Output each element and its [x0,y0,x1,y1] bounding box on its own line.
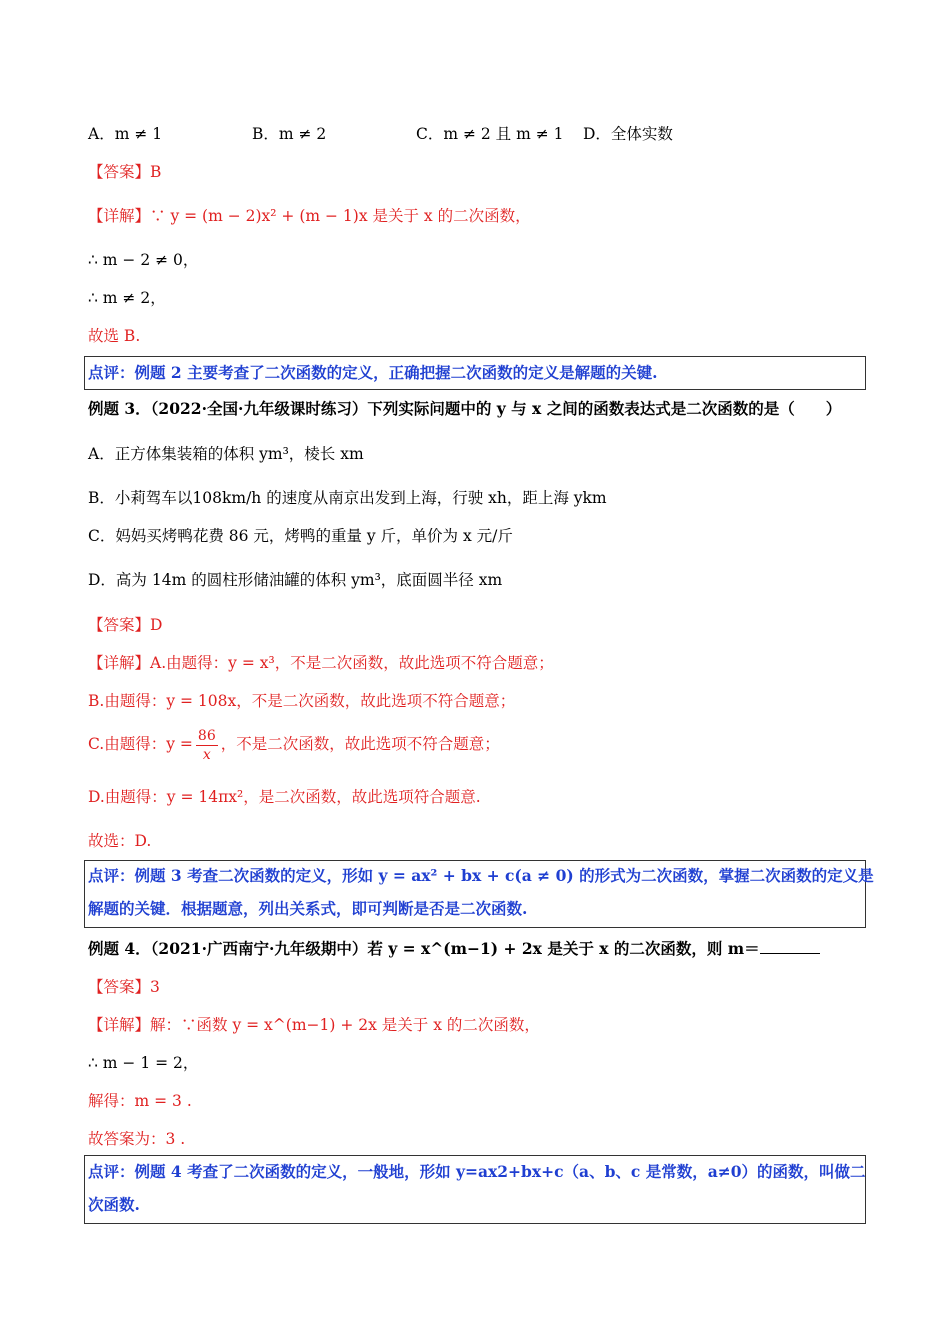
q4-answer-blank [760,937,820,954]
q4-detail-tag: 【详解】 [88,1016,151,1034]
q2-comment: 点评：例题 2 主要考查了二次函数的定义，正确把握二次函数的定义是解题的关键. [88,363,658,382]
q4-title-line [88,937,820,961]
q2-detail-line-2: ∴ m − 2 ≠ 0， [88,251,199,269]
q2-answer: 【答案】B [88,163,162,181]
q3-option-b: B．小莉驾车以108km/h 的速度从南京出发到上海，行驶 xh，距上海 ykm [88,489,607,507]
q3-detail-a: A.由题得：y = x³，不是二次函数，故此选项不符合题意； [150,654,554,672]
q2-detail-line-3: ∴ m ≠ 2， [88,289,166,307]
q2-option-c: C．m ≠ 2 且 m ≠ 1 [416,125,564,143]
q2-detail-line-1 [88,204,531,228]
q3-answer: 【答案】D [88,616,163,634]
q4-detail-line-1 [88,1013,540,1037]
q4-answer: 【答案】3 [88,978,160,996]
q4-detail-line-2: ∴ m − 1 = 2， [88,1054,199,1072]
q3-fraction-denominator: x [202,746,211,763]
q3-detail-c-post: ，不是二次函数，故此选项不符合题意； [220,735,500,753]
q3-detail-c-pre: C.由题得：y = [88,735,193,753]
q3-comment-line-2: 解题的关键．根据题意，列出关系式，即可判断是否是二次函数. [88,899,528,918]
q2-detail-text: ∵ y = (m − 2)x² + (m − 1)x 是关于 x 的二次函数， [150,207,531,225]
q2-option-b: B．m ≠ 2 [252,125,327,143]
q3-option-d: D．高为 14m 的圆柱形储油罐的体积 ym³，底面圆半径 xm [88,571,503,589]
q3-detail-b: B.由题得：y = 108x，不是二次函数，故此选项不符合题意； [88,692,516,710]
q3-detail-a-line [88,651,554,675]
q4-comment-line-1: 点评：例题 4 考查了二次函数的定义，一般地，形如 y=ax2+bx+c（a、b、c 是常数，a≠0）的函数，叫做二 [88,1162,866,1181]
q4-detail-line-4: 故答案为：3 . [88,1130,186,1148]
q3-option-c: C．妈妈买烤鸭花费 86 元，烤鸭的重量 y 斤，单价为 x 元/斤 [88,527,513,545]
q3-fraction-numerator: 86 [197,727,216,744]
q3-detail-c [88,724,500,764]
q3-conclusion: 故选：D. [88,832,152,850]
q2-detail-tag: 【详解】 [88,207,151,225]
q4-title: 例题 4．（2021·广西南宁·九年级期中）若 y = x^(m−1) + 2x 是关于 x 的二次函数，则 m＝ [88,939,760,958]
q3-option-a: A．正方体集装箱的体积 ym³，棱长 xm [88,445,364,463]
q3-detail-tag: 【详解】 [88,654,151,672]
q3-title: 例题 3．（2022·全国·九年级课时练习）下列实际问题中的 y 与 x 之间的函数表达式是二次函数的是（ ） [88,399,842,418]
q4-detail-text: 解：∵函数 y = x^(m−1) + 2x 是关于 x 的二次函数， [150,1016,540,1034]
q2-conclusion: 故选 B. [88,327,141,345]
q4-detail-line-3: 解得：m = 3 . [88,1092,192,1110]
q3-detail-d: D.由题得：y = 14πx²，是二次函数，故此选项符合题意. [88,788,481,806]
q4-comment-line-2: 次函数. [88,1195,140,1214]
q2-option-d: D．全体实数 [583,125,673,143]
q2-option-a: A．m ≠ 1 [88,125,163,143]
q3-fraction [196,727,218,764]
q3-comment-line-1: 点评：例题 3 考查二次函数的定义，形如 y = ax² + bx + c(a ≠ 0) 的形式为二次函数，掌握二次函数的定义是 [88,866,874,885]
